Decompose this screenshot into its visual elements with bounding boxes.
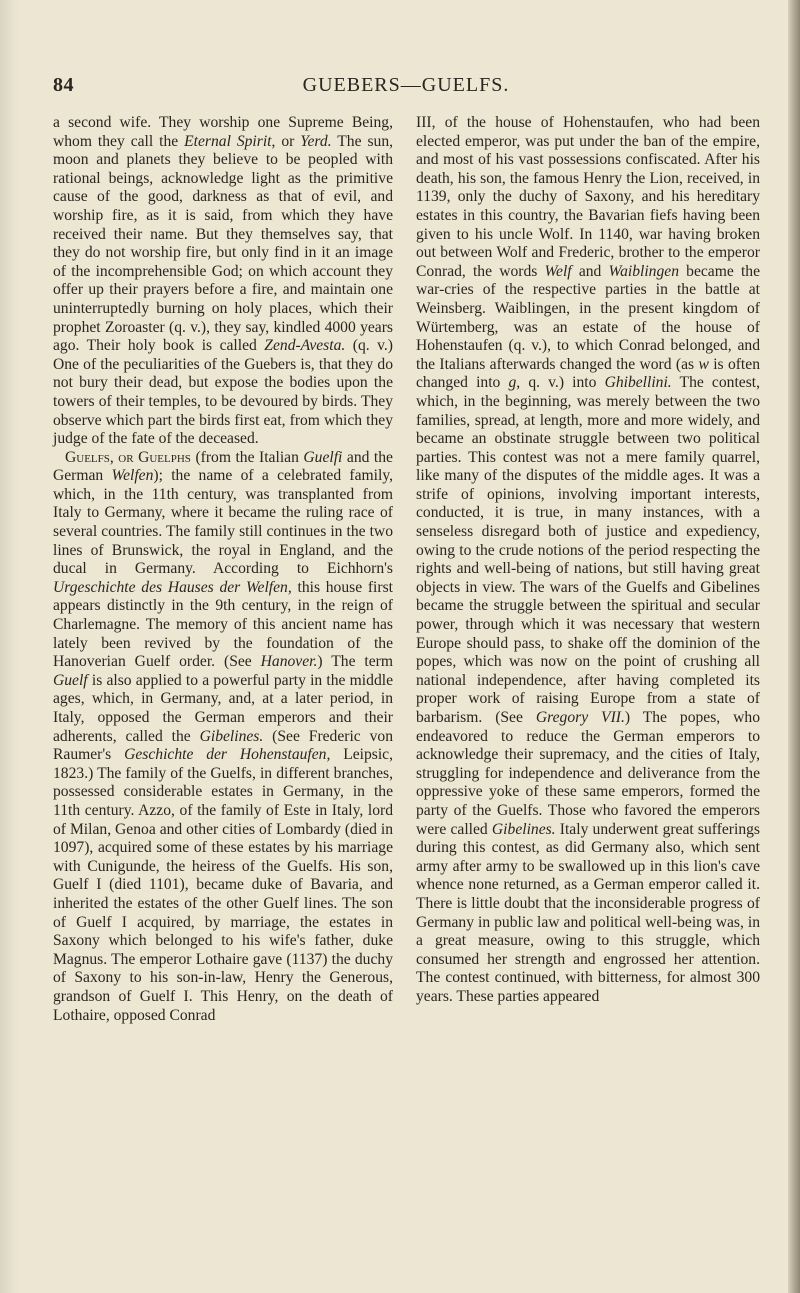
page-number: 84	[53, 74, 74, 96]
right-column	[416, 114, 760, 1007]
page-header	[53, 74, 759, 100]
page-edge	[788, 0, 800, 1293]
running-title: GUEBERS—GUELFS.	[302, 74, 510, 96]
gueber-entry-paragraph: a second wife. They worship one Supreme Being, whom they call the Eternal Spirit, or Yerd. The sun, moon and planets they believe to be peopled with rational beings, acknowledge light as the primitive cause of the good, darkness as that of evil, and worship fire, as it is said, from which they have received their name. But they themselves say, that they do not worship fire, but only find in it an image of the incomprehensible God; on which account they offer up their prayers before a fire, and maintain one uninterruptedly burning on holy places, which their prophet Zoroaster (q. v.), they say, kindled 4000 years ago. Their holy book is called Zend-Avesta. (q. v.) One of the peculiarities of the Guebers is, that they do not bury their dead, but expose the bodies upon the towers of their temples, to be devoured by birds. They observe which part the birds first eat, from which they judge of the fate of the deceased.	[53, 114, 394, 448]
entry-headword: Guelfs, or Guelphs	[65, 448, 191, 466]
left-column	[53, 114, 393, 1025]
guelfs-entry-paragraph: Guelfs, or Guelphs (from the Italian Guelfi and the German Welfen); the name of a celebrated family, which, in the 11th century, was transplanted from Italy to Germany, where it became the ruling race of several countries. The family still continues in the two lines of Brunswick, the royal in England, and the ducal in Germany. According to Eichhorn's Urgeschichte des Hauses der Welfen, this house first appears distinctly in the 9th century, in the reign of Charlemagne. The memory of this ancient name has lately been revived by the foundation of the Hanoverian Guelf order. (See Hanover.) The term Guelf is also applied to a powerful party in the middle ages, which, in Germany, and, at a later period, in Italy, opposed the German emperors and their adherents, called the Gibelines. (See Frederic von Raumer's Geschichte der Hohenstaufen, Leipsic, 1823.) The family of the Guelfs, in different branches, possessed considerable estates in Germany, in the 11th century. Azzo, of the family of Este in Italy, lord of Milan, Genoa and other cities of Lombardy (died in 1097), acquired some of these estates by his marriage with Cunigunde, the heiress of the Guelfs. His son, Guelf I (died 1101), became duke of Bavaria, and inherited the estates of the other Guelf lines. The son of Guelf I acquired, by marriage, the estates in Saxony which belonged to his wife's father, duke Magnus. The emperor Lothaire gave (1137) the duchy of Saxony to his son-in-law, Henry the Generous, grandson of Guelf I. This Henry, on the death of Lothaire, opposed Conrad	[53, 448, 394, 1024]
page-gutter-shadow	[0, 0, 18, 1293]
guelfs-entry-continuation: III, of the house of Hohenstaufen, who had been elected emperor, was put under the ban of the empire, and most of his vast possessions confiscated. After his death, his son, the famous Henry the Lion, received, in 1139, only the duchy of Saxony, and his hereditary estates in this country, the Bavarian fiefs having been given to his uncle Wolf. In 1140, war having broken out between Wolf and Frederic, brother to the emperor Conrad, the words Welf and Waiblingen became the war-cries of the respective parties in the battle at Weinsberg. Waiblingen, in the present kingdom of Würtemberg, was an estate of the house of Hohenstaufen (q. v.), to which Conrad belonged, and the Italians afterwards changed the word (as w is often changed into g, q. v.) into Ghibellini. The contest, which, in the beginning, was merely between the two families, spread, at length, more and more widely, and became an obstinate struggle between two political parties. This contest was not a mere family quarrel, like many of the disputes of the middle ages. It was a strife of opinions, involving important interests, conducted, it is true, in many instances, with a senseless disregard both of justice and expediency, owing to the crude notions of the period respecting the rights and well-being of nations, but still having great objects in view. The wars of the Guelfs and Gibelines became the struggle between the spiritual and secular power, through which it was necessary that western Europe should pass, to shake off the dominion of the popes, which was now on the point of crushing all national independence, after having completed its proper work of raising Europe from a state of barbarism. (See Gregory VII.) The popes, who endeavored to reduce the German emperors to acknowledge their supremacy, and the cities of Italy, struggling for independence and deliverance from the oppressive yoke of these same emperors, formed the party of the Guelfs. Those who favored the emperors were called Gibelines. Italy underwent great sufferings during this contest, as did Germany also, which sent army after army to be swallowed up in this lion's cave whence none returned, as a German emperor called it. There is little doubt that the inconsiderable progress of Germany in public law and political well-being was, in a great measure, owing to this struggle, which consumed her strength and engrossed her attention. The contest continued, with bitterness, for almost 300 years. These parties appeared	[416, 114, 761, 1005]
